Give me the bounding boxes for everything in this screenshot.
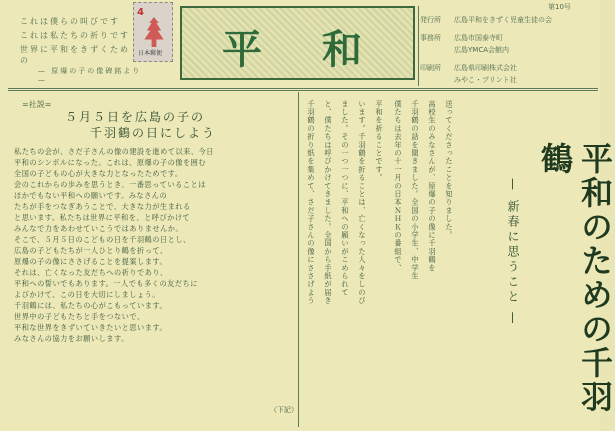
- paragraph-line: と思います。私たちは世界に平和を、と呼びかけて: [14, 213, 191, 222]
- paragraph-line: 平和のシンボルになった。これは、原爆の子の像を囲む: [14, 158, 207, 167]
- paragraph-line: みなさんの協力をお願いします。: [14, 334, 129, 343]
- article-end-note: （下記）: [270, 406, 298, 414]
- section-label: =社説=: [22, 100, 52, 109]
- masthead-rule: [8, 88, 598, 89]
- pagoda-icon: [142, 17, 166, 47]
- vertical-column: 僕たちは去年の十一月の日本ＮＨＫの番組で、: [394, 100, 403, 273]
- stamp-value: 4: [137, 7, 144, 18]
- info-row: 広島YMCA会館内: [454, 46, 509, 54]
- paragraph-line: 世界中の子どもたちと手をつないで、: [14, 312, 145, 321]
- article-body: [14, 146, 296, 344]
- title-char-2: 和: [322, 26, 362, 73]
- vertical-column: 平和を祈ることです。: [375, 100, 384, 182]
- paragraph-line: みんなで力をあわせていこうではありませんか。: [14, 224, 184, 233]
- motto-credit: — 原爆の子の像碑銘より —: [38, 67, 142, 84]
- paragraph-line: ほかでもない平和への願いです。みなさんの: [14, 191, 168, 200]
- info-row: みやこ・プリント社: [454, 76, 517, 84]
- paragraph-line: 会のこれからの歩みを思うとき、一番思っていることは: [14, 180, 206, 189]
- info-rule: [418, 6, 419, 86]
- motto-line-3: 世界に平和をきずくための: [20, 45, 130, 65]
- vertical-column: 高校生のみなさんが、原爆の子の像に千羽鶴を: [428, 100, 437, 273]
- vertical-column: 千羽鶴の話を聞きました。全国の小学生、中学生: [411, 100, 420, 281]
- stamp-text: 日本郵便: [138, 50, 163, 57]
- vertical-column: います。千羽鶴を折ることは、亡くなった人々をしのび: [358, 100, 367, 305]
- issue-number: 第10号: [548, 3, 571, 11]
- paragraph-line: 私たちの会が、さだ子さんの像の建設を進めて以来、今日: [14, 147, 214, 156]
- title-char-1: 平: [222, 26, 262, 73]
- info-row: 事務所 広島市国泰寺町: [420, 34, 503, 42]
- newspaper-title: [180, 6, 415, 80]
- paragraph-line: 千羽鶴には、私たちの心がこもっています。: [14, 301, 168, 310]
- vertical-column: 送ってくださったことを知りました。: [445, 100, 454, 240]
- headline-line-2: 千羽鶴の日にしよう: [90, 126, 217, 140]
- paragraph-line: 平和への誓いでもあります。一人でも多くの友だちに: [14, 279, 198, 288]
- vertical-column: 千羽鶴の折り紙を集めて、さだ子さんの像にささげよう: [307, 100, 316, 305]
- column-rule: [298, 92, 299, 427]
- info-row: 発行所 広島平和をきずく児童生徒の会: [420, 16, 552, 24]
- paragraph-line: そこで、５月５日のこどもの日を千羽鶴の日とし、: [14, 235, 191, 244]
- motto-line-1: これは僕らの叫びです: [20, 17, 120, 26]
- paragraph-line: よびかけて、この日を大切にしましょう。: [14, 290, 160, 299]
- paragraph-line: 広島の子どもたちが一人ひとり鶴を折って、: [14, 246, 168, 255]
- paragraph-line: 平和な世界をきずいていきたいと思います。: [14, 323, 168, 332]
- motto-line-2: これは私たちの祈りです: [20, 31, 130, 40]
- paragraph-line: たちが手をつなぎあうことで、大きな力が生まれる: [14, 202, 191, 211]
- paragraph-line: 全国の子どもの心が大きな力となったためです。: [14, 169, 183, 178]
- paragraph-line: 原爆の子の像にささげることを提案します。: [14, 257, 168, 266]
- publisher-info: [420, 14, 595, 86]
- paragraph-line: それは、亡くなった友だちへの祈りであり、: [14, 268, 168, 277]
- feature-title: 平和のための千羽鶴: [536, 142, 614, 414]
- vertical-column: と、僕たちは呼びかけてきました。全国から手紙が届き: [324, 100, 333, 305]
- feature-subtitle: — 新春に思うこと —: [506, 178, 520, 327]
- info-row: 印刷所 広島県印刷株式会社: [420, 64, 517, 72]
- masthead-rule: [8, 90, 598, 91]
- postage-stamp: [133, 2, 173, 62]
- vertical-column: ました。その一つ一つに、平和への願いがこめられて: [341, 100, 350, 297]
- headline-line-1: ５月５日を広島の子の: [65, 110, 206, 124]
